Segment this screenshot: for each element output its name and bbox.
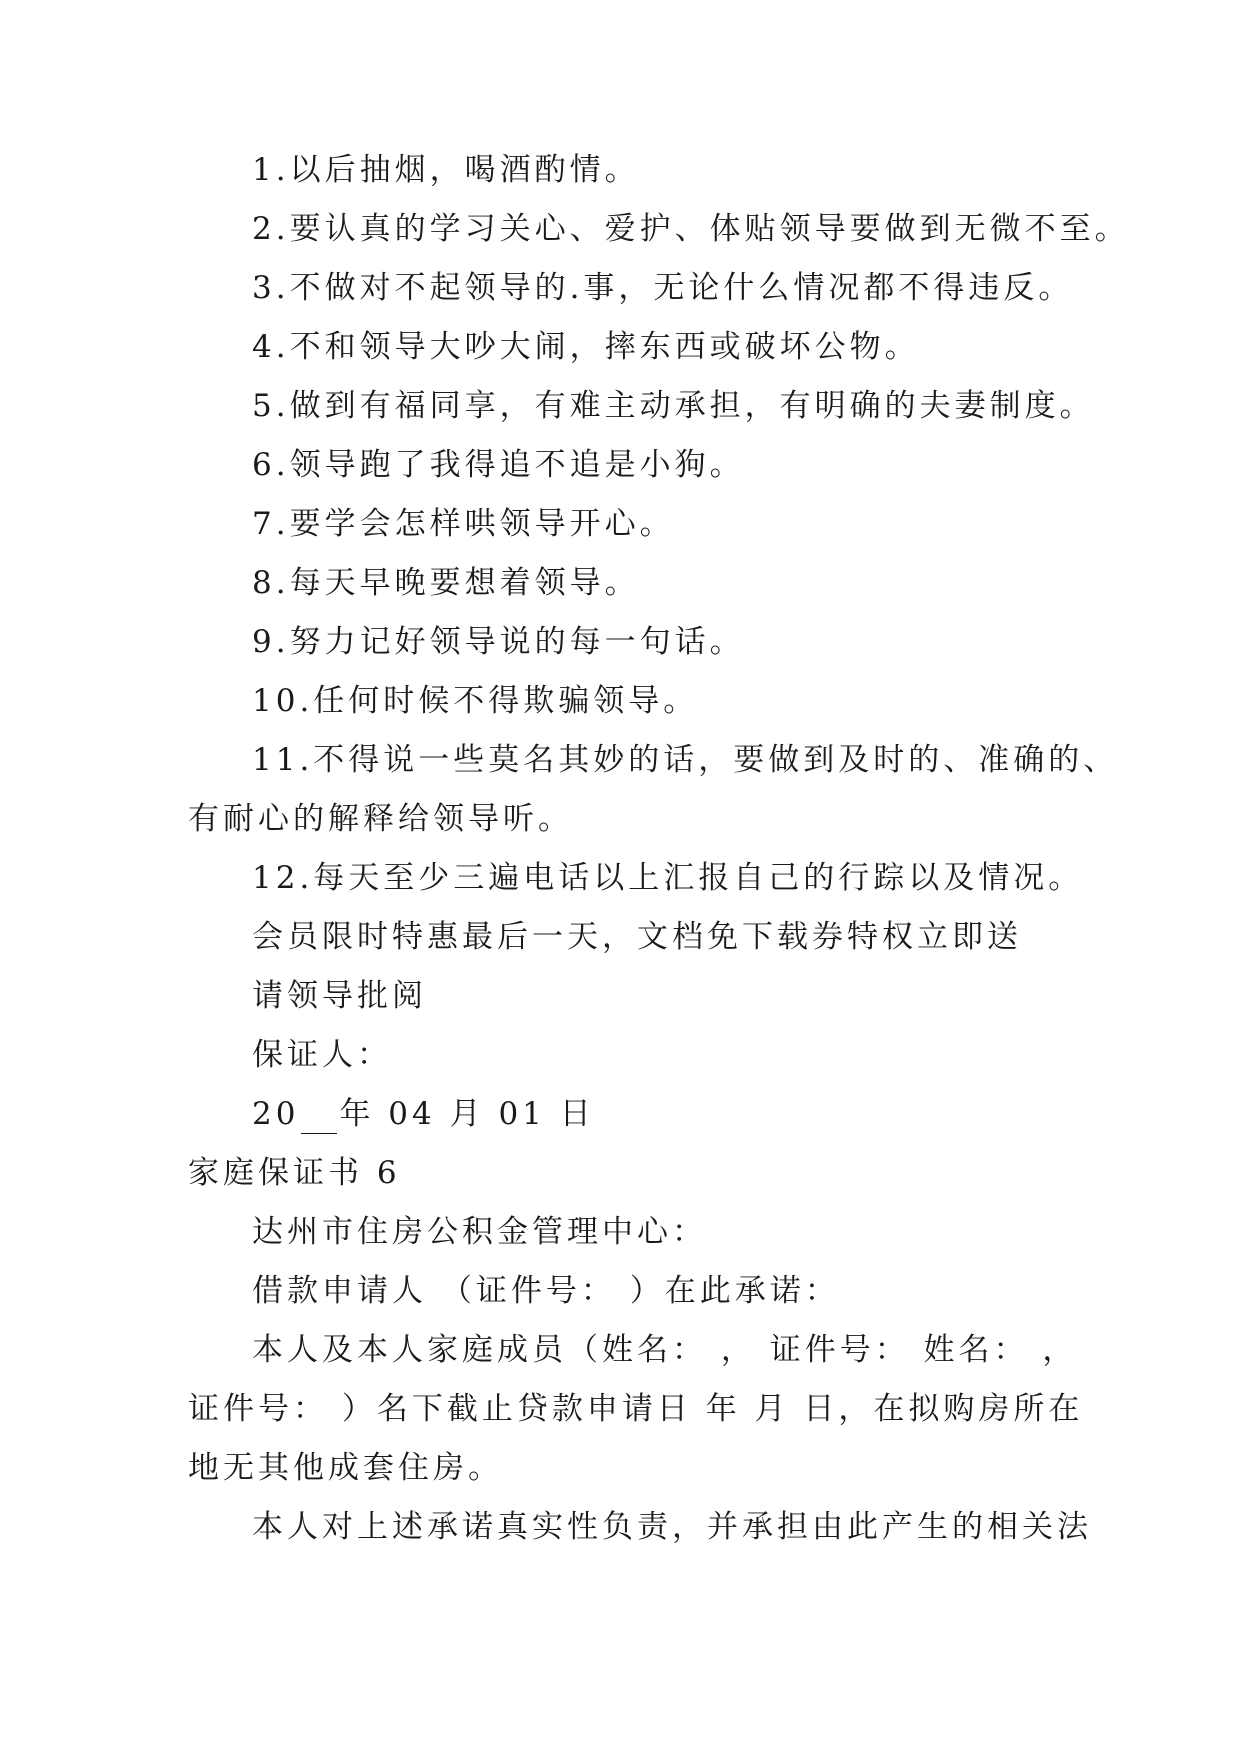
list-item-11: 11.不得说一些莫名其妙的话，要做到及时的、准确的、: [252, 742, 1119, 778]
body-line-3: 地无其他成套住房。: [188, 1450, 503, 1486]
list-item-6: 6.领导跑了我得追不追是小狗。: [252, 447, 745, 483]
section-title: 家庭保证书 6: [188, 1155, 401, 1191]
date-prefix: 20: [252, 1096, 300, 1132]
list-item-7: 7.要学会怎样哄领导开心。: [252, 506, 675, 542]
list-item-12: 12.每天至少三遍电话以上汇报自己的行踪以及情况。: [252, 860, 1084, 896]
body-line-2: 证件号： ）名下截止贷款申请日 年 月 日，在拟购房所在: [188, 1391, 1084, 1427]
list-item-2: 2.要认真的学习关心、爱护、体贴领导要做到无微不至。: [252, 211, 1130, 247]
date-suffix: 年 04 月 01 日: [339, 1096, 595, 1132]
promo-text: 会员限时特惠最后一天，文档免下载券特权立即送: [252, 919, 1022, 955]
list-item-4: 4.不和领导大吵大闹，摔东西或破坏公物。: [252, 329, 920, 365]
review-text: 请领导批阅: [252, 978, 427, 1014]
body-line-4: 本人对上述承诺真实性负责，并承担由此产生的相关法: [252, 1509, 1092, 1545]
list-item-11-continued: 有耐心的解释给领导听。: [188, 801, 573, 837]
date-line: [252, 1094, 595, 1134]
list-item-8: 8.每天早晚要想着领导。: [252, 565, 640, 601]
date-blank: [301, 1103, 337, 1134]
addressee: 达州市住房公积金管理中心：: [252, 1214, 707, 1250]
body-line-1: 本人及本人家庭成员（姓名： ， 证件号： 姓名： ，: [252, 1332, 1078, 1368]
applicant-line: 借款申请人 （证件号： ）在此承诺：: [252, 1273, 840, 1309]
list-item-10: 10.任何时候不得欺骗领导。: [252, 683, 699, 719]
guarantor-label: 保证人：: [252, 1037, 392, 1073]
list-item-5: 5.做到有福同享，有难主动承担，有明确的夫妻制度。: [252, 388, 1095, 424]
list-item-1: 1.以后抽烟，喝酒酌情。: [252, 152, 640, 188]
list-item-3: 3.不做对不起领导的.事，无论什么情况都不得违反。: [252, 270, 1074, 306]
list-item-9: 9.努力记好领导说的每一句话。: [252, 624, 745, 660]
